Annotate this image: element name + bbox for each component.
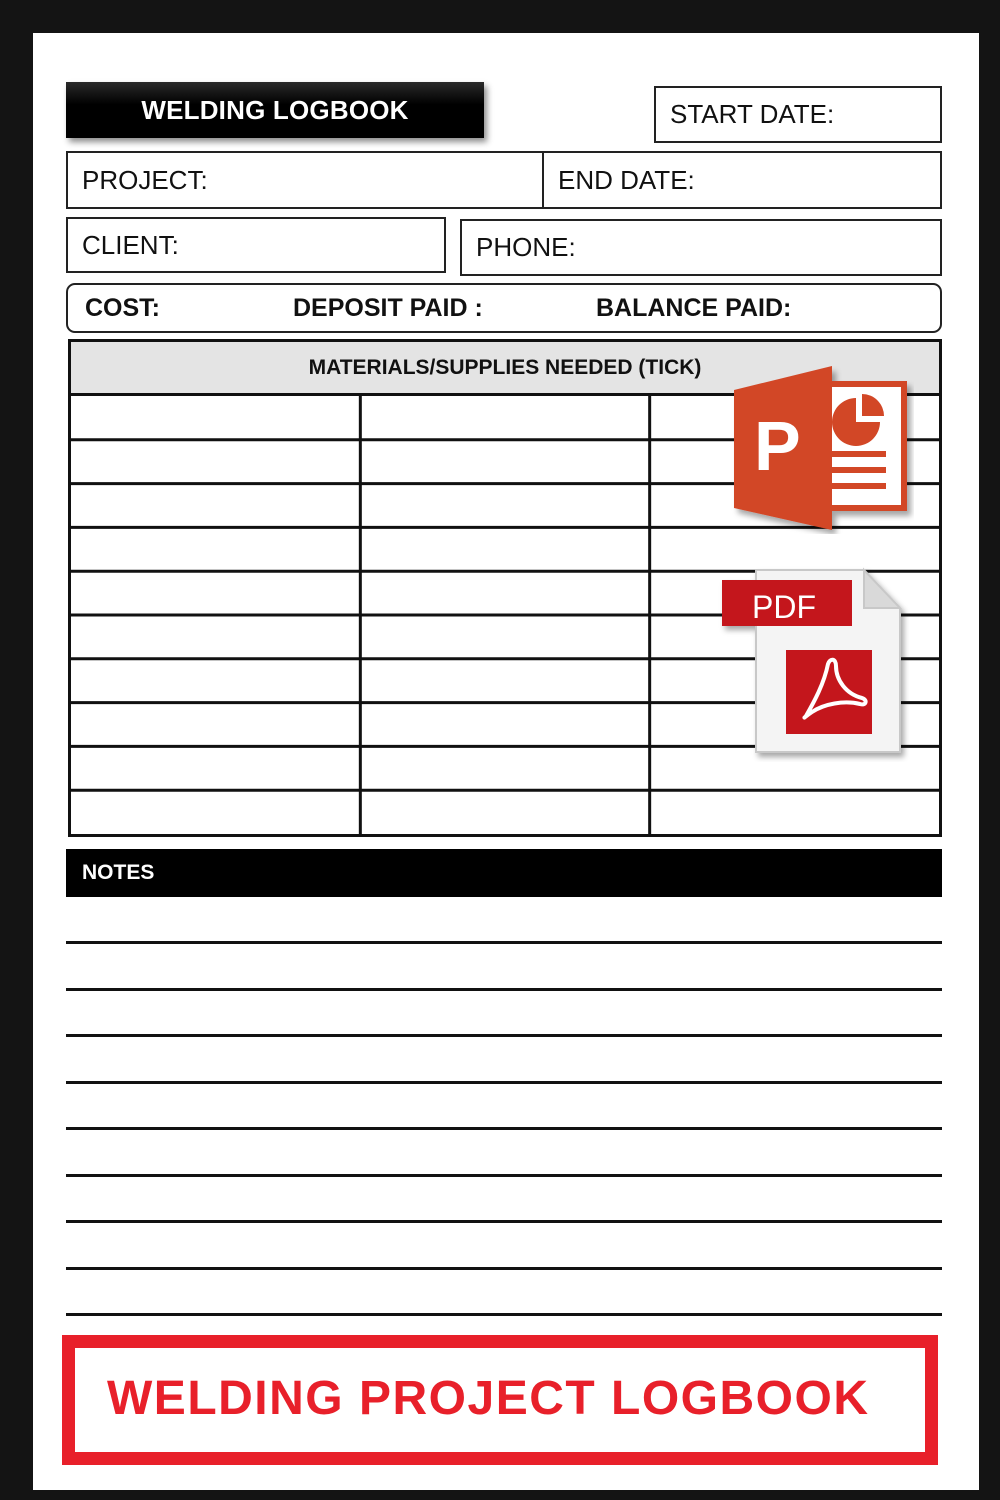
notes-line[interactable] [66, 941, 942, 944]
start-date-label: START DATE: [670, 99, 835, 129]
notes-line[interactable] [66, 1220, 942, 1223]
notes-line[interactable] [66, 1313, 942, 1316]
notes-line[interactable] [66, 1267, 942, 1270]
banner-title: WELDING PROJECT LOGBOOK [107, 1372, 870, 1425]
balance-paid-label: BALANCE PAID: [596, 294, 792, 322]
deposit-paid-label: DEPOSIT PAID : [293, 294, 483, 322]
notes-line[interactable] [66, 988, 942, 991]
notes-heading: NOTES [66, 849, 942, 897]
cost-label: COST: [85, 294, 160, 322]
client-label: CLIENT: [82, 229, 179, 260]
end-date-label: END DATE: [558, 164, 695, 195]
notes-line[interactable] [66, 1081, 942, 1084]
phone-field[interactable] [460, 219, 942, 276]
client-field[interactable] [66, 217, 446, 273]
powerpoint-icon [728, 362, 914, 534]
payment-row[interactable] [66, 283, 942, 333]
end-date-field[interactable] [542, 151, 942, 209]
pdf-label: PDF [752, 589, 816, 625]
project-label: PROJECT: [82, 164, 208, 195]
start-date-field[interactable] [654, 86, 942, 143]
logbook-title: WELDING LOGBOOK [66, 82, 484, 138]
powerpoint-letter: P [754, 407, 801, 485]
pdf-icon [718, 566, 910, 762]
materials-heading: MATERIALS/SUPPLIES NEEDED (TICK) [71, 342, 939, 396]
notes-line[interactable] [66, 1174, 942, 1177]
project-field[interactable] [66, 151, 544, 209]
phone-label: PHONE: [476, 232, 576, 262]
notes-line[interactable] [66, 1034, 942, 1037]
notes-line[interactable] [66, 1127, 942, 1130]
